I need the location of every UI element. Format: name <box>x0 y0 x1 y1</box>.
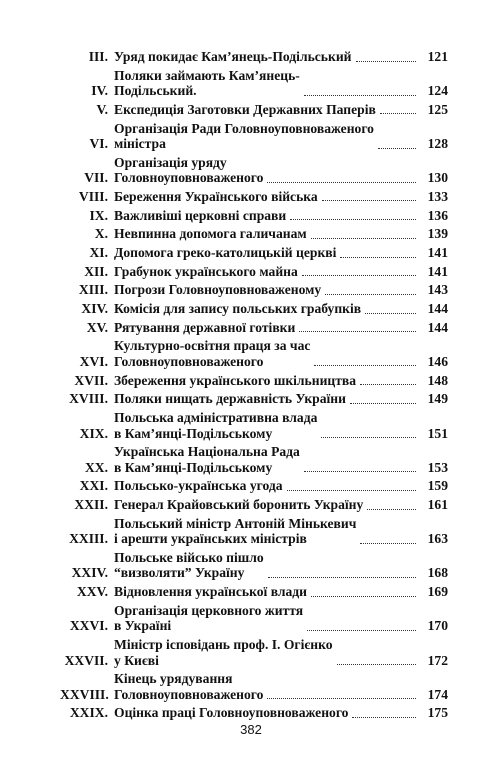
dot-leader <box>321 437 416 438</box>
toc-entry <box>60 155 448 186</box>
toc-entry-body <box>114 301 420 317</box>
toc-entry-title-line: Кінець урядування <box>114 671 233 687</box>
toc-entry-body <box>114 391 420 407</box>
toc-entry-title-line: Поляки займають Кам’янець- <box>114 67 300 83</box>
toc-entry-title <box>114 478 283 494</box>
page-number: 382 <box>240 722 262 737</box>
toc-entry-number: XXIII. <box>69 531 108 547</box>
toc-entry <box>60 102 448 118</box>
toc-entry <box>60 49 448 65</box>
toc-entry-title-line: Допомога греко-католицькій церкві <box>114 245 337 260</box>
toc-entry <box>60 584 448 600</box>
toc-entry-page: 128 <box>427 136 448 152</box>
toc-entry <box>60 410 448 441</box>
toc-entry-page: 169 <box>427 584 448 600</box>
toc-entry-body <box>114 410 420 441</box>
toc-entry-title-line: Генерал Крайовський боронить Україну <box>114 497 364 513</box>
toc-entry-page: 139 <box>427 226 448 242</box>
toc-entry-body <box>114 373 420 389</box>
toc-entry-title <box>114 391 346 407</box>
toc-entry-title-line: Береження Українського війська <box>114 188 318 204</box>
toc-entry <box>60 68 448 99</box>
toc-entry-page: 153 <box>427 459 448 475</box>
toc-entry-title-line: Уряд покидає Кам’янець-Подільський <box>114 49 352 64</box>
dot-leader <box>307 630 416 631</box>
toc-entry-title-line: Грабунок українського майна <box>114 263 298 279</box>
toc-entry <box>60 264 448 280</box>
toc-entry-title-line: Організація церковного життя <box>114 602 304 618</box>
toc-entry-title <box>114 410 317 441</box>
dot-leader <box>365 313 416 314</box>
toc-entry-title <box>114 68 300 99</box>
toc-entry-number: IV. <box>91 83 108 99</box>
toc-entry-title-line: Головноуповноваженого <box>114 353 264 369</box>
toc-entry-page: 161 <box>427 497 448 513</box>
dot-leader <box>360 384 416 385</box>
toc-entry <box>60 338 448 369</box>
toc-entry-title <box>114 516 356 547</box>
toc-entry-title-line: Міністр ісповідань проф. І. Огієнко <box>114 637 333 652</box>
dot-leader <box>267 182 416 183</box>
toc-entry-title-line: в Україні <box>114 618 172 634</box>
toc-entry-title <box>114 444 300 475</box>
toc-entry-body <box>114 497 420 513</box>
toc-entry-body <box>114 478 420 494</box>
dot-leader <box>340 257 416 258</box>
toc-entry-body <box>114 49 420 65</box>
toc-entry-title-line: в Кам’янці-Подільському <box>114 459 273 475</box>
toc-entry-page: 144 <box>427 301 448 317</box>
dot-leader <box>325 294 416 295</box>
toc-entry-number: XI. <box>89 245 108 260</box>
toc-entry <box>60 301 448 317</box>
toc-entry-page: 141 <box>427 245 448 260</box>
toc-entry-body <box>114 155 420 186</box>
toc-entry-title-line: Погрози Головноуповноваженому <box>114 282 322 298</box>
toc-entry-title-line: Головноуповноваженого <box>114 170 264 186</box>
toc-entry-number: XXVII. <box>64 652 108 668</box>
toc-entry-number: XII. <box>84 263 108 279</box>
toc-entry-title <box>114 49 352 65</box>
toc-entry-title-line: і арешти українських міністрів <box>114 531 307 547</box>
toc-entry-title <box>114 637 333 668</box>
toc-entry-body <box>114 68 420 99</box>
toc-entry-page: 144 <box>427 319 448 335</box>
dot-leader <box>337 664 416 665</box>
toc-entry-title-line: в Кам’янці-Подільському <box>114 425 273 441</box>
toc-entry-body <box>114 516 420 547</box>
toc-entry-title-line: Експедиція Заготовки Державних Паперів <box>114 101 376 117</box>
toc-entry-body <box>114 102 420 118</box>
dot-leader <box>352 717 416 718</box>
toc-entry-page: 141 <box>427 263 448 279</box>
toc-entry-body <box>114 189 420 205</box>
toc-entry-number: XV. <box>86 319 108 335</box>
toc-entry-body <box>114 444 420 475</box>
toc-entry <box>60 189 448 205</box>
toc-entry-page: 133 <box>427 188 448 204</box>
toc-entry <box>60 550 448 581</box>
toc-entry-number: V. <box>96 101 108 117</box>
toc-entry-title-line: Комісія для запису польських грабупків <box>114 301 362 317</box>
toc-entry-title <box>114 550 264 581</box>
toc-entry-page: 175 <box>427 705 448 721</box>
toc-entry-page: 124 <box>427 83 448 99</box>
dot-leader <box>304 95 416 96</box>
toc-entry-body <box>114 226 420 242</box>
toc-entry-title <box>114 226 307 242</box>
toc-entry-title-line: у Києві <box>114 652 159 668</box>
toc-entry-title <box>114 282 321 298</box>
toc-entry <box>60 705 448 721</box>
toc-entry-title <box>114 264 298 280</box>
toc-entry-title-line: Організація уряду <box>114 154 227 170</box>
toc-entry-title-line: Польська адміністративна влада <box>114 410 318 425</box>
toc-entry-page: 159 <box>427 478 448 494</box>
toc-entry-title-line: Організація Ради Головноуповноваженого <box>114 120 374 136</box>
toc-entry-title-line: Культурно-освітня праця за час <box>114 338 311 354</box>
toc-entry-page: 136 <box>427 207 448 223</box>
toc-entry-title-line: Оцінка праці Головноуповноваженого <box>114 705 349 721</box>
toc-entry-number: XXIV. <box>71 565 108 581</box>
toc-entry <box>60 497 448 513</box>
toc-entry-title <box>114 121 374 152</box>
table-of-contents <box>60 49 448 724</box>
toc-entry-number: X. <box>94 226 108 242</box>
toc-entry-title <box>114 584 307 600</box>
toc-entry-title <box>114 102 376 118</box>
toc-entry-page: 121 <box>427 49 448 64</box>
toc-entry <box>60 478 448 494</box>
toc-entry-number: XXVI. <box>69 618 108 634</box>
toc-entry-title <box>114 189 318 205</box>
toc-entry <box>60 516 448 547</box>
dot-leader <box>314 365 416 366</box>
toc-entry-body <box>114 208 420 224</box>
toc-entry-page: 174 <box>427 686 448 702</box>
toc-entry-body <box>114 264 420 280</box>
toc-entry <box>60 444 448 475</box>
toc-entry-body <box>114 282 420 298</box>
toc-entry-number: VIII. <box>78 188 108 204</box>
toc-entry-body <box>114 338 420 369</box>
toc-entry-title-line: Подільський. <box>114 83 197 99</box>
toc-entry-number: VII. <box>84 170 108 186</box>
toc-entry-page: 151 <box>427 425 448 441</box>
toc-entry-number: XVI. <box>79 353 108 369</box>
toc-entry-page: 130 <box>427 170 448 186</box>
toc-entry-page: 163 <box>427 531 448 547</box>
toc-entry-title <box>114 671 263 702</box>
toc-entry-body <box>114 603 420 634</box>
toc-entry-title <box>114 320 295 336</box>
toc-entry-title-line: міністра <box>114 136 166 152</box>
toc-entry-title <box>114 373 356 389</box>
toc-entry-number: XIX. <box>79 425 108 441</box>
dot-leader <box>287 490 416 491</box>
dot-leader <box>367 509 416 510</box>
toc-entry-body <box>114 705 420 721</box>
toc-entry-number: XXII. <box>74 497 108 513</box>
toc-entry-number: XIII. <box>78 282 108 298</box>
toc-entry-title-line: Поляки нищать державність України <box>114 391 346 407</box>
dot-leader <box>378 148 416 149</box>
toc-entry-body <box>114 584 420 600</box>
toc-entry-title <box>114 245 336 261</box>
toc-entry-number: IX. <box>89 207 108 223</box>
dot-leader <box>311 596 416 597</box>
toc-entry-body <box>114 550 420 581</box>
toc-entry-title-line: Польський міністр Антоній Мінькевич <box>114 515 357 531</box>
toc-entry-page: 172 <box>427 652 448 668</box>
toc-entry-number: XXV. <box>76 584 108 600</box>
toc-entry-body <box>114 320 420 336</box>
toc-entry-page: 148 <box>427 372 448 388</box>
dot-leader <box>302 275 416 276</box>
toc-entry-number: XVII. <box>74 372 108 388</box>
toc-entry-title <box>114 338 310 369</box>
dot-leader <box>268 577 416 578</box>
dot-leader <box>360 543 416 544</box>
toc-entry-body <box>114 671 420 702</box>
toc-entry-title <box>114 155 263 186</box>
toc-entry-title-line: Польське військо пішло <box>114 549 264 565</box>
toc-entry <box>60 121 448 152</box>
dot-leader <box>290 219 416 220</box>
toc-entry-number: XXI. <box>79 478 108 494</box>
dot-leader <box>356 61 417 62</box>
dot-leader <box>304 471 416 472</box>
toc-entry-page: 170 <box>427 618 448 634</box>
toc-entry-title-line: Головноуповноваженого <box>114 686 264 702</box>
dot-leader <box>380 113 416 114</box>
toc-entry-title <box>114 497 363 513</box>
toc-entry-page: 125 <box>427 101 448 117</box>
toc-entry-number: XVIII. <box>69 391 108 407</box>
toc-entry-title-line: Польсько-українська угода <box>114 478 283 494</box>
toc-entry-body <box>114 121 420 152</box>
toc-entry <box>60 208 448 224</box>
toc-entry-title <box>114 603 303 634</box>
toc-entry-number: XX. <box>84 459 108 475</box>
toc-entry-number: XIV. <box>81 301 108 317</box>
toc-entry <box>60 373 448 389</box>
toc-entry-title-line: “визволяти” Україну <box>114 565 245 581</box>
dot-leader <box>267 698 416 699</box>
toc-entry <box>60 226 448 242</box>
toc-entry <box>60 320 448 336</box>
toc-entry-number: XXVIII. <box>60 686 109 702</box>
toc-entry-page: 146 <box>427 353 448 369</box>
toc-entry <box>60 245 448 261</box>
toc-entry-page: 143 <box>427 282 448 298</box>
toc-entry <box>60 282 448 298</box>
toc-entry-title-line: Важливіші церковні справи <box>114 207 287 223</box>
toc-entry-title-line: Рятування державної готівки <box>114 319 296 335</box>
toc-entry <box>60 637 448 668</box>
toc-entry-title <box>114 705 348 721</box>
toc-entry-title-line: Невпинна допомога галичанам <box>114 226 307 242</box>
toc-entry-page: 168 <box>427 565 448 581</box>
toc-entry-title-line: Збереження українського шкільництва <box>114 372 357 388</box>
toc-entry-title <box>114 301 361 317</box>
toc-entry-body <box>114 637 420 668</box>
toc-entry-number: VI. <box>89 136 108 152</box>
toc-entry-number: XXIX. <box>69 705 108 721</box>
toc-entry-body <box>114 245 420 261</box>
dot-leader <box>311 238 416 239</box>
toc-entry-title-line: Українська Національна Рада <box>114 444 300 460</box>
toc-entry-title-line: Відновлення української влади <box>114 584 307 600</box>
dot-leader <box>322 200 416 201</box>
dot-leader <box>350 403 416 404</box>
toc-entry-number: III. <box>88 49 108 64</box>
toc-entry-page: 149 <box>427 391 448 407</box>
toc-entry <box>60 391 448 407</box>
toc-entry <box>60 603 448 634</box>
toc-entry <box>60 671 448 702</box>
toc-entry-title <box>114 208 286 224</box>
dot-leader <box>299 331 416 332</box>
